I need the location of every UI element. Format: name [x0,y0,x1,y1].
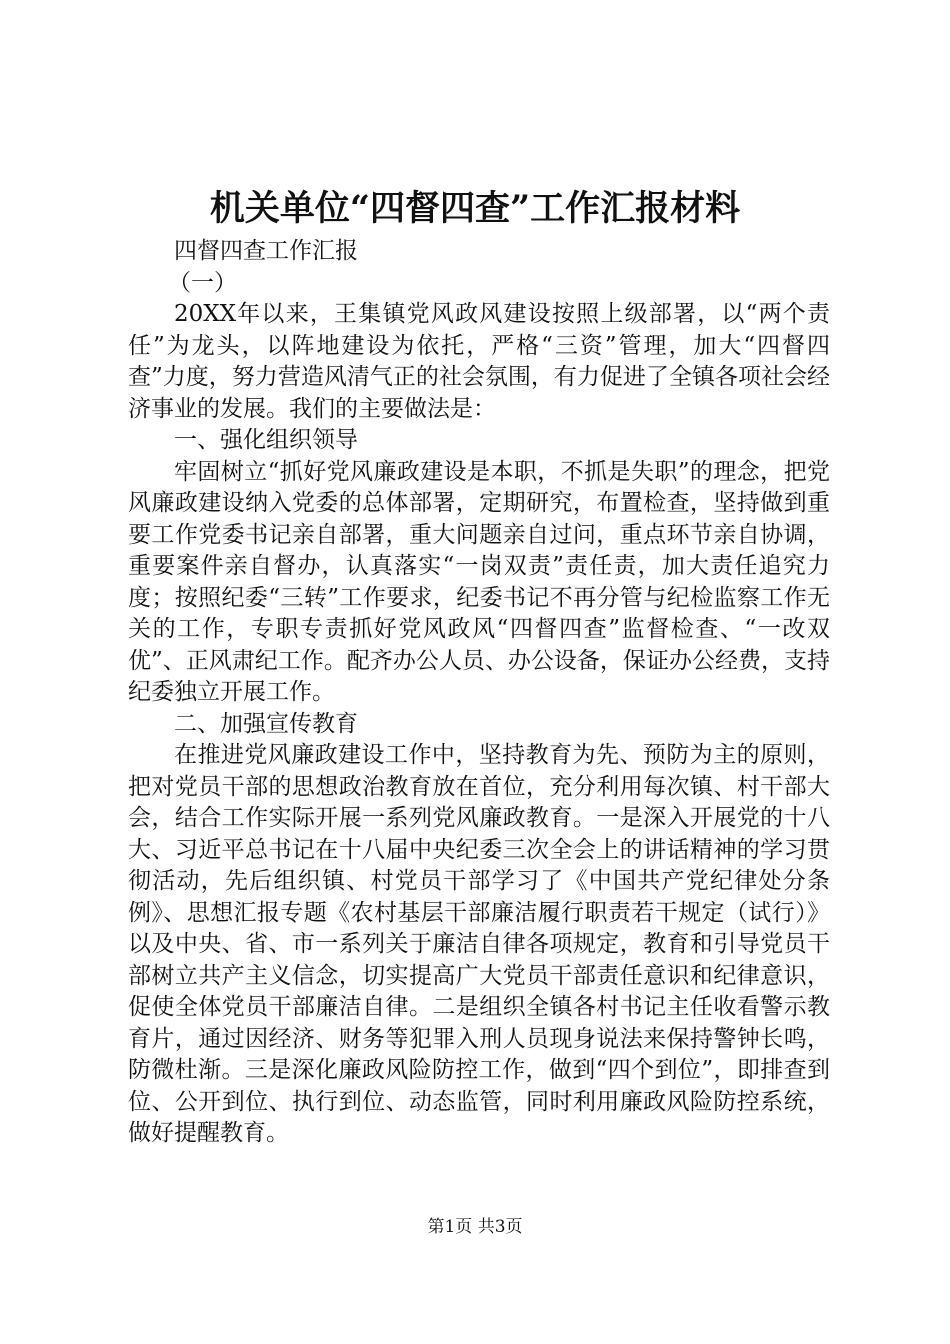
section-paragraph-2: 在推进党风廉政建设工作中，坚持教育为先、预防为主的原则，把对党员干部的思想政治教育放在首位，充分利用每次镇、村干部大会，结合工作实际开展一系列党风廉政教育。一是深入开展党的十八大、习近平总书记在十八届中央纪委三次全会上的讲话精神的学习贯彻活动，先后组织镇、村党员干部学习了《中国共产党纪律处分条例》、思想汇报专题《农村基层干部廉洁履行职责若干规定（试行）》以及中央、省、市一系列关于廉洁自律各项规定，教育和引导党员干部树立共产主义信念，切实提高广大党员干部责任意识和纪律意识，促使全体党员干部廉洁自律。二是组织全镇各村书记主任收看警示教育片，通过因经济、财务等犯罪入刑人员现身说法来保持警钟长鸣，防微杜渐。三是深化廉政风险防控工作，做到“四个到位”，即排查到位、公开到位、执行到位、动态监管，同时利用廉政风险防控系统，做好提醒教育。 [128,742,830,1146]
section-heading-2: 二、加强宣传教育 [174,710,358,737]
section-heading-1: 一、强化组织领导 [174,427,358,453]
document-body [128,236,830,1150]
section-paragraph-1: 牢固树立“抓好党风廉政建设是本职，不抓是失职”的理念，把党风廉政建设纳入党委的总体部署，定期研究，布置检查，坚持做到重要工作党委书记亲自部署，重大问题亲自过问，重点环节亲自协调，重要案件亲自督办，认真落实“一岗双责”责任责，加大责任追究力度；按照纪委“三转”工作要求，纪委书记不再分管与纪检监察工作无关的工作，专职专责抓好党风政风“四督四查”监督检查、“一改双优”、正风肃纪工作。配齐办公人员、办公设备，保证办公经费，支持纪委独立开展工作。 [128,458,830,705]
document-title: 机关单位“四督四查”工作汇报材料 [209,188,741,229]
subtitle: 四督四查工作汇报 [174,238,358,264]
intro-paragraph: 20XX年以来，王集镇党风政风建设按照上级部署，以“两个责任”为龙头，以阵地建设为依托，严格“三资”管理，加大“四督四查”力度，努力营造风清气正的社会氛围，有力促进了全镇各项社会经济事业的发展。我们的主要做法是： [128,301,830,422]
page-footer: 第1页 共3页 [427,1217,523,1237]
section-number: （一） [168,269,237,296]
